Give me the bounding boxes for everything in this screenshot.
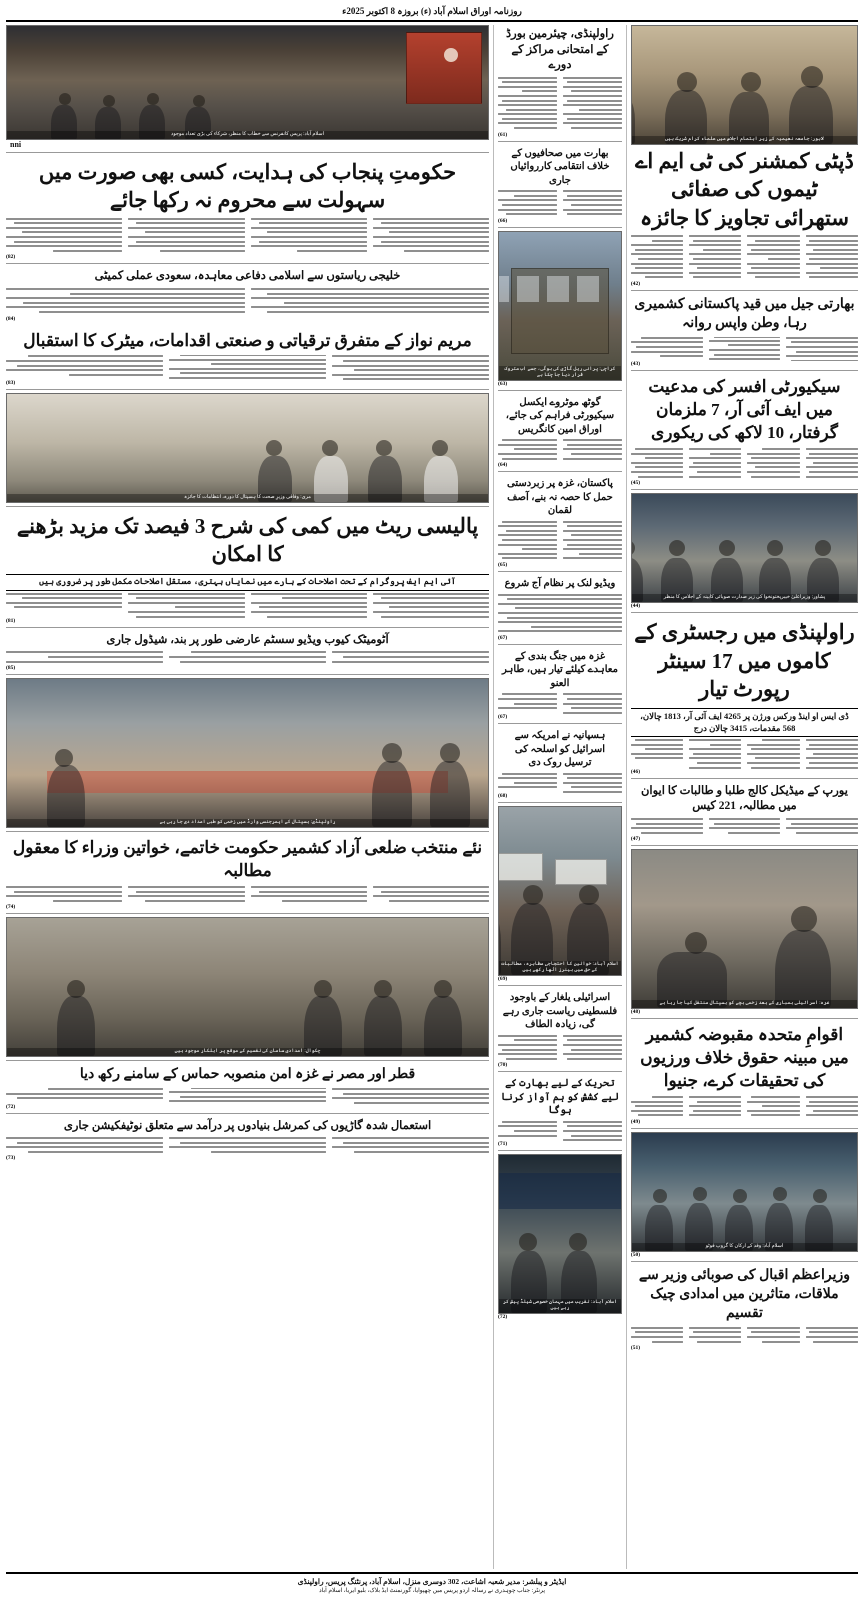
article-palestine-statehood	[498, 989, 622, 1072]
body-student-complaint	[631, 818, 858, 836]
body-video-link	[498, 594, 622, 633]
article-award-photo	[498, 1154, 622, 1323]
body-azad-kashmir	[6, 886, 489, 904]
ref-pakistan-gaza: (65)	[498, 562, 508, 569]
photo-emergency-ward	[6, 678, 489, 828]
body-un-commission	[631, 1096, 858, 1119]
article-punjab-assembly	[6, 156, 489, 264]
photo-caption: راولپنڈی: ہسپتال کے ایمرجنسی وارڈ میں زخمی کو طبی امداد دی جا رہی ہے	[7, 819, 488, 827]
photo-press-conference	[6, 25, 489, 140]
ref-un-commission: (49)	[630, 1119, 641, 1126]
article-express-security	[498, 394, 622, 472]
ref-maryam-nawaz: (83)	[6, 379, 16, 386]
article-hospital-emergency-photo	[6, 678, 489, 832]
body-pakistan-gaza	[498, 521, 622, 562]
body-gulf-saudi	[6, 288, 489, 316]
photo-women-protest	[498, 806, 622, 976]
subhead-policy-rate: آئی ایم ایف پروگرام کے تحت اصلاحات کے بارے میں نمایاں بہتری، مستقل اصلاحات مکمل طور پر ضروری ہیں	[6, 574, 489, 591]
article-train-photo	[498, 231, 622, 391]
photo-caption: لاہور: جامعہ نعیمیہ کے زیر اہتمام اجلاس میں علماء کرام شریک ہیں	[632, 136, 857, 144]
article-relief-cheques	[631, 1265, 858, 1354]
headline-used-cars: استعمال شدہ گاڑیوں کی کمرشل بنیادوں پر درآمد سے متعلق نوٹیفکیشن جاری	[63, 1119, 432, 1132]
article-azad-kashmir	[6, 835, 489, 914]
article-gulf-saudi	[6, 267, 489, 324]
article-policy-rate	[6, 510, 489, 628]
body-ten-lakh-recovery	[631, 448, 858, 480]
article-video-link	[498, 575, 622, 645]
body-used-cars	[6, 1137, 489, 1155]
ref-gaza-rescue: (48)	[630, 1009, 641, 1016]
body-qatar-egypt-hamas	[6, 1088, 489, 1103]
ref-punjab-assembly: (82)	[6, 254, 16, 261]
headline-punjab-assembly: حکومتِ پنجاب کی ہدایت، کسی بھی صورت میں سہولت سے محروم نہ رکھا جائے	[38, 160, 457, 213]
headline-gulf-saudi: خلیجی ریاستوں سے اسلامی دفاعی معاہدہ، سعودی عملی کمیٹی	[94, 270, 401, 283]
ref-dc-sanitation: (42)	[630, 280, 641, 287]
headline-policy-rate: پالیسی ریٹ میں کمی کی شرح 3 فیصد تک مزید بڑھنے کا امکان	[16, 513, 479, 567]
ref-journalists-protest: (66)	[498, 217, 508, 224]
ref-used-cars: (73)	[6, 1155, 16, 1162]
photo-old-train-coach	[498, 231, 622, 381]
photo-cabinet-meeting	[631, 493, 858, 603]
article-student-complaint	[631, 782, 858, 846]
nni-logo: nni	[10, 140, 22, 149]
article-india-pressure	[498, 1075, 622, 1151]
body-maryam-nawaz	[6, 355, 489, 380]
ref-automatic-system: (85)	[6, 665, 16, 672]
article-gaza-ceasefire	[498, 648, 622, 724]
article-maryam-nawaz	[6, 328, 489, 390]
headline-relief-cheques: وزیراعظم اقبال کی صوبائی وزیر سے ملاقات، متاثرین میں امدادی چیک تقسیم	[638, 1268, 851, 1321]
ref-spain-arms-ban: (68)	[498, 793, 508, 800]
body-punjab-assembly	[6, 218, 489, 255]
column-right	[631, 25, 858, 1569]
headline-india-pressure: تحریک کے لیے بھارت کے لیے کشش کو ہم آواز کرنا ہوگا	[500, 1078, 619, 1117]
article-delegation-photo	[631, 1132, 858, 1262]
headline-video-link: ویڈیو لنک پر نظام آج شروع	[504, 578, 616, 590]
ref-relief-cheques: (51)	[630, 1345, 641, 1352]
photo-award-ceremony	[498, 1154, 622, 1314]
ref-cabinet-meeting: (44)	[630, 603, 641, 610]
photo-caption: اسلام آباد: وفد کے ارکان کا گروپ فوٹو	[632, 1243, 857, 1251]
ref-train-photo: (63)	[498, 380, 508, 387]
body-automatic-system	[6, 651, 489, 665]
ref-chairman-board-tour: (61)	[498, 131, 508, 138]
body-gaza-ceasefire	[498, 693, 622, 714]
article-qatar-egypt-hamas	[6, 1064, 489, 1113]
footer-main: ایڈیٹر و پبلشر: مدیر شعبہ اشاعت، 302 دوسری منزل، اسلام آباد، پرنٹنگ پریس، راولپنڈی	[297, 1576, 567, 1586]
article-clinic-photo	[6, 393, 489, 507]
article-spain-arms-ban	[498, 727, 622, 803]
body-india-pressure	[498, 1121, 622, 1142]
ref-rawalpindi-17-centres: (46)	[630, 768, 641, 775]
article-press-conference-photo	[6, 25, 489, 153]
photo-caption: چکوال: امدادی سامان کی تقسیم کے موقع پر اہلکار موجود ہیں	[7, 1048, 488, 1056]
ref-student-complaint: (47)	[630, 836, 641, 843]
headline-express-security: گوٹھ موٹروے ایکسل سیکیورٹی فراہم کی جائے، اوراق امین کانگریس	[505, 396, 615, 435]
article-gaza-rescue-photo	[631, 849, 858, 1019]
headline-un-commission: اقوامِ متحدہ مقبوضہ کشمیر میں مبینہ حقوق خلاف ورزیوں کی تحقیقات کرے، جنیوا	[640, 1025, 849, 1091]
ref-qatar-egypt-hamas: (72)	[6, 1103, 16, 1110]
photo-caption: اسلام آباد: پریس کانفرنس سے خطاب کا منظر، شرکاء کی بڑی تعداد موجود	[7, 131, 488, 139]
article-cabinet-meeting-photo	[631, 493, 858, 613]
ref-protest-photo: (69)	[498, 976, 508, 983]
article-journalists-protest	[498, 145, 622, 228]
body-dc-sanitation	[631, 235, 858, 281]
body-relief-cheques	[631, 1327, 858, 1345]
photo-caption: پشاور: وزیراعلیٰ خیبرپختونخوا کی زیر صدارت صوبائی کابینہ کے اجلاس کا منظر	[632, 594, 857, 602]
photo-caption: غزہ: اسرائیلی بمباری کے بعد زخمی بچے کو ہسپتال منتقل کیا جا رہا ہے	[632, 1000, 857, 1008]
ref-india-pressure: (71)	[498, 1141, 508, 1148]
body-rawalpindi-17-centres	[631, 739, 858, 769]
article-un-commission	[631, 1022, 858, 1129]
ref-azad-kashmir: (74)	[6, 904, 16, 911]
article-used-cars	[6, 1117, 489, 1165]
article-field-visit-photo	[6, 917, 489, 1061]
headline-pakistan-gaza: پاکستان، غزہ پر زبردستی حمل کا حصہ نہ بنے، آصف لقمان	[507, 478, 613, 517]
ref-palestine-statehood: (70)	[498, 1062, 508, 1069]
body-journalists-protest	[498, 190, 622, 218]
column-middle	[493, 25, 627, 1569]
headline-automatic-system: آٹومیٹک کیوب ویڈیو سسٹم عارضی طور پر بند، شیڈول جاری	[106, 633, 389, 646]
headline-gaza-ceasefire: غزہ میں جنگ بندی کے معاہدے کیلئے تیار ہیں، طاہر العنو	[502, 650, 618, 689]
ref-gaza-ceasefire: (67)	[498, 714, 508, 721]
ref-ten-lakh-recovery: (45)	[630, 480, 641, 487]
body-chairman-board-tour	[498, 77, 622, 132]
photo-caption: مری: وفاقی وزیرِ صحت کا ہسپتال کا دورہ، انتظامات کا جائزہ	[7, 494, 488, 502]
body-spain-arms-ban	[498, 773, 622, 794]
ref-policy-rate: (81)	[6, 617, 16, 624]
subhead-rawalpindi-17-centres: ڈی ایس او اینڈ ورکس ورژن پر 4265 ایف آئی آر، 1813 چالان، 568 مقدمات، 3415 چالان درج	[631, 708, 858, 737]
headline-maryam-nawaz: مریم نواز کے متفرق ترقیاتی و صنعتی اقدامات، میٹرک کا استقبال	[23, 330, 472, 350]
article-ten-lakh-recovery	[631, 374, 858, 490]
ref-kashmiri-prisoner: (43)	[630, 361, 641, 368]
article-rawalpindi-17-centres	[631, 616, 858, 779]
headline-kashmiri-prisoner: بھارتی جیل میں قید پاکستانی کشمیری رہا، وطن واپس روانہ	[634, 296, 855, 331]
footer-sub: پرنٹر: جناب چوہدری نے رسالہ اردو پریس میں چھپوایا، گورنمنٹ ایڈ بلاک، بلیو ایریا، اسلام آباد	[318, 1588, 545, 1594]
ref-video-link: (67)	[498, 634, 508, 641]
column-left	[6, 25, 489, 1569]
headline-dc-sanitation: ڈپٹی کمشنر کی ٹی ایم اے ٹیموں کی صفائی ستھرائی تجاویز کا جائزہ	[635, 149, 854, 230]
article-automatic-system	[6, 631, 489, 675]
photo-relief-distribution	[6, 917, 489, 1057]
headline-chairman-board-tour: راولپنڈی، چیئرمین بورڈ کے امتحانی مراکز کے دورے	[506, 28, 614, 72]
body-palestine-statehood	[498, 1035, 622, 1063]
ref-delegation: (50)	[630, 1252, 641, 1259]
ref-express-security: (64)	[498, 462, 508, 469]
headline-spain-arms-ban: ہسپانیہ نے امریکہ سے اسرائیل کو اسلحہ کی ترسیل روک دی	[514, 730, 606, 769]
headline-azad-kashmir: نئے منتخب ضلعی آزاد کشمیر حکومت خاتمے، خواتین وزراء کا معقول مطالبہ	[12, 838, 483, 881]
footer-imprint	[6, 1572, 858, 1596]
article-kashmiri-prisoner	[631, 294, 858, 371]
ref-award-photo: (72)	[498, 1314, 508, 1321]
headline-ten-lakh-recovery: سیکیورٹی افسر کی مدعیت میں ایف آئی آر، 7 ملزمان گرفتار، 10 لاکھ کی ریکوری	[648, 377, 841, 443]
ref-gulf-saudi: (84)	[6, 315, 16, 322]
article-pakistan-gaza	[498, 475, 622, 572]
photo-caption: کراچی: پرانی ریل گاڑی کی بوگی، جسے اب متروک قرار دیا جا چکا ہے	[499, 366, 621, 380]
body-kashmiri-prisoner	[631, 337, 858, 362]
article-chairman-board-tour	[498, 25, 622, 142]
page-columns	[6, 22, 858, 1569]
headline-qatar-egypt-hamas: قطر اور مصر نے غزہ امن منصوبہ حماس کے سامنے رکھ دیا	[79, 1067, 416, 1083]
body-policy-rate	[6, 593, 489, 618]
masthead-text: روزنامہ اوراق اسلام آباد (ء) بروزہ 8 اکتوبر 2025ء	[342, 6, 522, 16]
left-two-up	[6, 267, 489, 324]
photo-hospital-visit	[6, 393, 489, 503]
photo-gaza-rescue	[631, 849, 858, 1009]
photo-delegation-group	[631, 1132, 858, 1252]
photo-scholars-meeting	[631, 25, 858, 145]
headline-palestine-statehood: اسرائیلی یلغار کے باوجود فلسطینی ریاست جاری رہے گی، زیادہ الطاف	[502, 992, 618, 1031]
article-dc-sanitation	[631, 25, 858, 291]
headline-journalists-protest: بھارت میں صحافیوں کے خلاف انتقامی کارروائیاں جاری	[510, 147, 610, 186]
body-express-security	[498, 439, 622, 462]
photo-caption: اسلام آباد: خواتین کا احتجاجی مظاہرہ، مطالبات کے حق میں بینرز اٹھا رکھے ہیں	[499, 961, 621, 975]
headline-rawalpindi-17-centres: راولپنڈی میں رجسٹری کے کاموں میں 17 سینٹر رپورٹ تیار	[634, 620, 855, 701]
photo-caption: اسلام آباد: تقریب میں مہمانِ خصوصی شیلڈ پیش کر رہے ہیں	[499, 1299, 621, 1313]
article-protest-photo	[498, 806, 622, 986]
masthead	[6, 4, 858, 22]
headline-student-complaint: یورپ کے میڈیکل کالج طلبا و طالبات کا ایوان میں مطالبہ، 221 کیس	[640, 784, 848, 813]
